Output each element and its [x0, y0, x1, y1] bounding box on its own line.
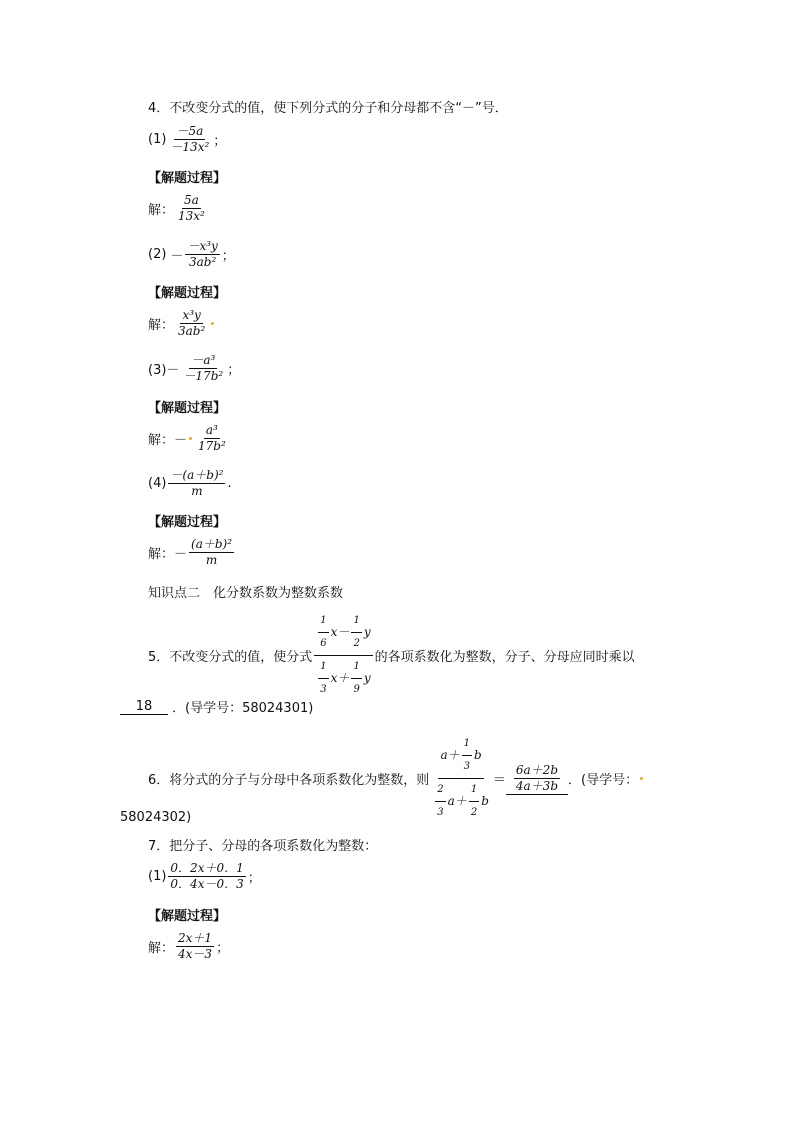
q4-part2-solution: 解： $\frac{\text{x³y}}{\text{3ab²}}$ [148, 308, 216, 339]
fraction: $\frac{\text{－x³y}}{\text{3ab²}}$ [187, 239, 218, 269]
q7-part1-solution: 解： $\frac{2x+1}{4x-3}$ ； [148, 931, 230, 961]
fraction: $\frac{0.2x+0.1}{0.4x-0.3}$ [170, 861, 244, 891]
dot-mark [189, 437, 192, 440]
solution-heading: 【解题过程】 [148, 401, 227, 416]
dot-mark [640, 777, 643, 780]
q4-part4: (4) $\frac{\text{－(a＋b)²}}{m}$ . [148, 468, 232, 498]
q4-part3: (3)－ $\frac{\text{－a³}}{\text{－17b²}}$ ； [148, 353, 241, 383]
solution-heading: 【解题过程】 [148, 515, 227, 530]
q5-answer-line: 18 ．(导学号：58024301) [120, 697, 313, 716]
dot-mark [211, 322, 214, 325]
q6: 6．将分式的分子与分母中各项系数化为整数，则 a＋ $\frac{1}{3}$ b $\frac{2}{3}$ a＋ $\frac{1}{2}$ b ＝ $\frac{6a+2b}{4a+3b}$ ．(导学号： [148, 733, 645, 824]
q4-part3-solution: 解：－ $\frac{\text{a³}}{\text{17b²}}$ [148, 423, 226, 453]
fraction: $\frac{\text{(a＋b)²}}{m}$ [191, 537, 233, 567]
solution-heading: 【解题过程】 [148, 171, 227, 186]
q6-ref-continued: 58024302) [120, 810, 192, 825]
solution-heading: 【解题过程】 [148, 909, 227, 924]
section-title: 知识点二 化分数系数为整数系数 [148, 586, 344, 601]
answer-blank: $\frac{6a+2b}{4a+3b}$ [506, 763, 568, 795]
solution-heading: 【解题过程】 [148, 286, 227, 301]
fraction: $\frac{-5a}{\text{－13x²}}$ [170, 124, 210, 154]
q4-stem: 4．不改变分式的值，使下列分式的分子和分母都不含“－”号． [148, 101, 508, 116]
q4-part1: (1) $\frac{-5a}{\text{－13x²}}$ ； [148, 124, 227, 154]
answer-blank: 18 [120, 699, 168, 715]
fraction: $\frac{\text{a³}}{\text{17b²}}$ [198, 423, 226, 453]
fraction: $\frac{5a}{\text{13x²}}$ [178, 193, 205, 223]
q4-part1-solution: 解： $\frac{5a}{\text{13x²}}$ [148, 193, 205, 223]
fraction: $\frac{\text{－(a＋b)²}}{m}$ [170, 468, 224, 498]
q4-part2: (2) － $\frac{\text{－x³y}}{\text{3ab²}}$ ； [148, 239, 235, 269]
complex-fraction: a＋ $\frac{1}{3}$ b $\frac{2}{3}$ a＋ $\frac{1}{2}$ b [431, 733, 491, 824]
fraction: $\frac{\text{x³y}}{\text{3ab²}}$ [178, 308, 206, 338]
fraction: $\frac{2x+1}{4x-3}$ [178, 931, 213, 961]
q7-stem: 7．把分子、分母的各项系数化为整数： [148, 839, 378, 854]
fraction: $\frac{\text{－a³}}{\text{－17b²}}$ [183, 353, 224, 383]
complex-fraction: $\frac{1}{6}$ x－ $\frac{1}{2}$ y $\frac{1}{3}$ x＋ $\frac{1}{9}$ y [314, 610, 372, 701]
q7-part1: (1) $\frac{0.2x+0.1}{0.4x-0.3}$ ； [148, 861, 261, 891]
q5: 5．不改变分式的值，使分式 $\frac{1}{6}$ x－ $\frac{1}{2}$ y $\frac{1}{3}$ x＋ $\frac{1}{9}$ y 的各项系数化为整数，分子、分母应同时乘以 [148, 610, 635, 701]
q4-part4-solution: 解：－ $\frac{\text{(a＋b)²}}{m}$ [148, 537, 233, 567]
